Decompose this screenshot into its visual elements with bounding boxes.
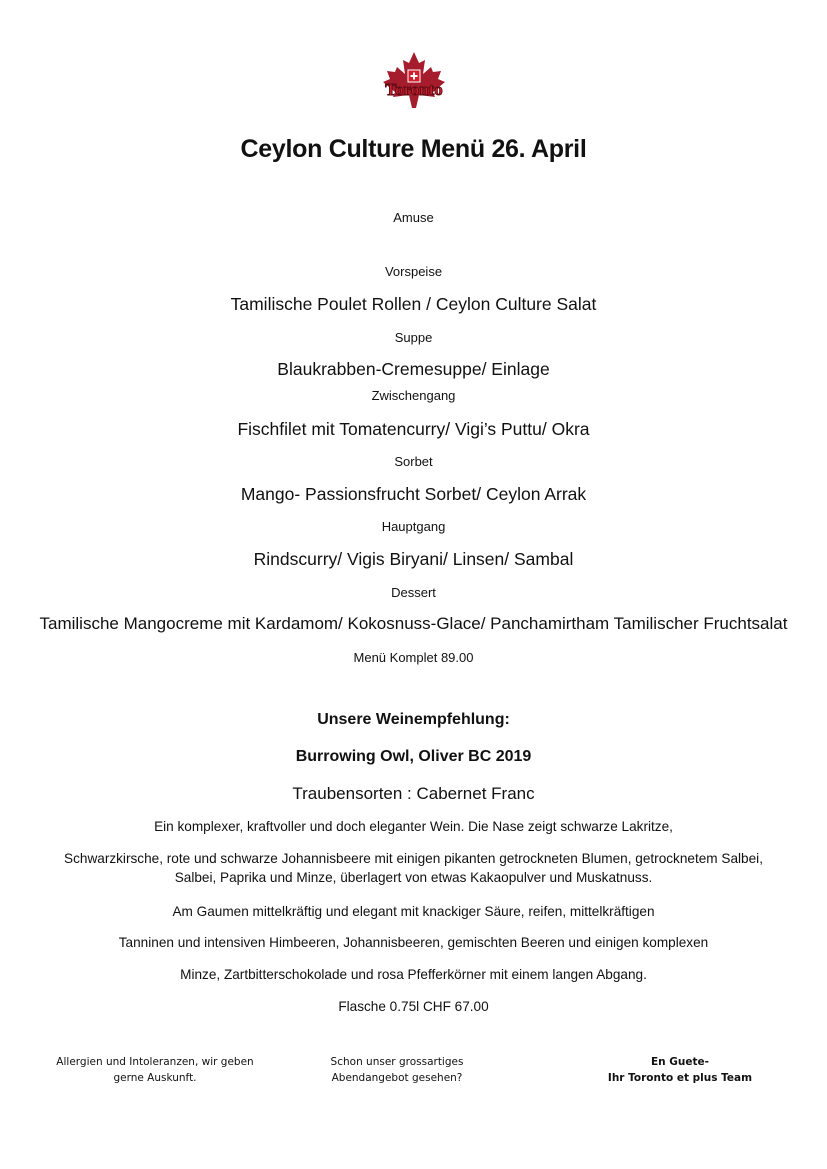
course-label-dessert: Dessert (391, 585, 436, 600)
wine-heading: Unsere Weinempfehlung: (317, 711, 510, 728)
wine-description-line: Tanninen und intensiven Himbeeren, Johannisbeeren, gemischten Beeren und einigen komplexen (118, 935, 709, 950)
wine-description-line: Am Gaumen mittelkräftig und elegant mit knackiger Säure, reifen, mittelkräftigen (172, 904, 655, 919)
wine-description-line: Salbei, Paprika und Minze, überlagert von etwas Kakaopulver und Muskatnuss. (174, 870, 653, 885)
wine-name: Burrowing Owl, Oliver BC 2019 (295, 748, 532, 765)
course-label-amuse: Amuse (393, 210, 434, 225)
course-label-sorbet: Sorbet (394, 454, 433, 469)
dish-dessert: Tamilische Mangocreme mit Kardamom/ Kokosnuss-Glace/ Panchamirtham Tamilischer Fruchtsalat (39, 614, 788, 633)
footer-line: gerne Auskunft. (113, 1072, 197, 1084)
dish-suppe: Blaukrabben-Cremesuppe/ Einlage (277, 359, 550, 379)
footer-allergy-note (50, 1054, 260, 1086)
dish-hauptgang: Rindscurry/ Vigis Biryani/ Linsen/ Sambal (253, 549, 574, 569)
footer-line: Ihr Toronto et plus Team (607, 1072, 753, 1084)
course-label-hauptgang: Hauptgang (381, 519, 446, 534)
wine-description-line: Ein komplexer, kraftvoller und doch eleganter Wein. Die Nase zeigt schwarze Lakritze, (154, 819, 673, 834)
wine-price: Flasche 0.75l CHF 67.00 (338, 999, 489, 1014)
dish-vorspeise: Tamilische Poulet Rollen / Ceylon Culture Salat (230, 294, 597, 314)
wine-grapes: Traubensorten : Cabernet Franc (292, 784, 535, 803)
course-label-zwischengang: Zwischengang (371, 388, 456, 403)
footer-line: Allergien und Intoleranzen, wir geben (56, 1056, 254, 1068)
footer-line: En Guete- (650, 1056, 710, 1068)
logo-text: Toronto (385, 80, 443, 99)
course-label-vorspeise: Vorspeise (384, 264, 443, 279)
course-label-suppe: Suppe (394, 330, 433, 345)
dish-zwischengang: Fischfilet mit Tomatencurry/ Vigi’s Puttu/ Okra (237, 419, 590, 439)
toronto-logo (367, 50, 461, 110)
footer-line: Abendangebot gesehen? (331, 1072, 463, 1084)
wine-description-line: Schwarzkirsche, rote und schwarze Johannisbeere mit einigen pikanten getrockneten Blumen, getrocknetem Salbei, (64, 851, 763, 866)
footer-evening-offer (312, 1054, 482, 1086)
page-title: Ceylon Culture Menü 26. April (240, 135, 587, 163)
footer-signoff (590, 1054, 770, 1086)
menu-price: Menü Komplet 89.00 (353, 650, 474, 665)
wine-description-line: Minze, Zartbitterschokolade und rosa Pfefferkörner mit einem langen Abgang. (180, 967, 647, 982)
dish-sorbet: Mango- Passionsfrucht Sorbet/ Ceylon Arrak (240, 484, 587, 504)
footer-line: Schon unser grossartiges (330, 1056, 464, 1068)
